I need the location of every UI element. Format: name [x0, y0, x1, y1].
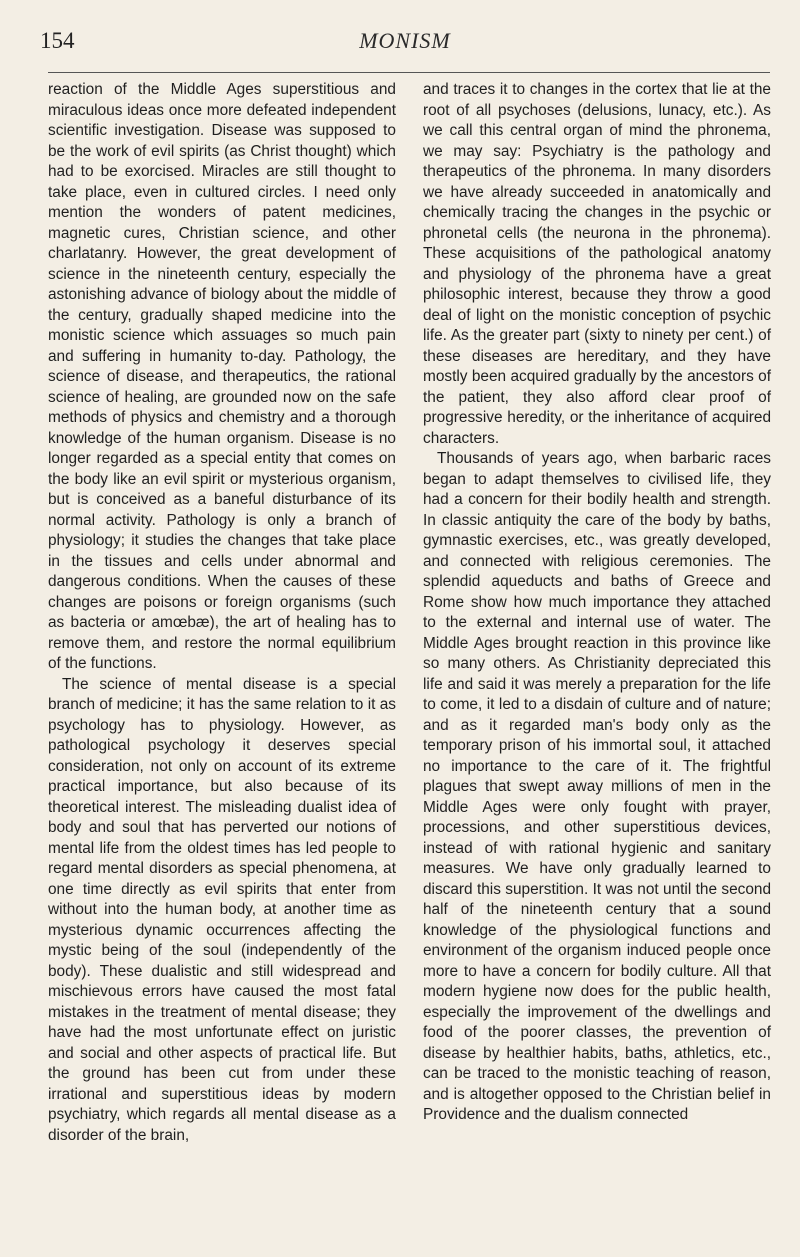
header-rule: [48, 72, 770, 73]
paragraph: Thousands of years ago, when barbaric races began to adapt themselves to civilised life, they had a concern for their bodily health and strength. In classic antiquity the care of the body by baths, gymnastic exercises, etc., was greatly developed, and connected with religious ceremonies. The splendid aqueducts and baths of Greece and Rome show how much importance they attached to the external and internal use of water. The Middle Ages brought reaction in this province like so many others. As Christianity depreciated this life and said it was merely a preparation for the life to come, it led to a disdain of culture and of nature; and as it regarded man's body only as the temporary prison of his immortal soul, it attached no importance to the care of it. The frightful plagues that swept away millions of men in the Middle Ages were only fought with prayer, processions, and other superstitious devices, instead of with rational hygienic and sanitary measures. We have only gradually learned to discard this superstition. It was not until the second half of the nineteenth century that a sound knowledge of the physiological functions and environment of the organism induced people once more to have a concern for bodily culture. All that modern hygiene now does for the public health, especially the improvement of the dwellings and food of the poorer classes, the prevention of disease by healthier habits, baths, athletics, etc., can be traced to the monistic teaching of reason, and is altogether opposed to the Christian belief in Providence and the dualism connected: [423, 450, 771, 1123]
paragraph: and traces it to changes in the cortex that lie at the root of all psychoses (delusions, lunacy, etc.). As we call this central organ of mind the phronema, we may say: Psychiatry is the pathology and therapeutics of the phronema. In many disorders we have already succeeded in anatomically and chemically tracing the changes in the psychic or phronetal cells (the neurona in the phronema). These acquisitions of the pathological anatomy and physiology of the phronema have a great philosophic interest, because they throw a good deal of light on the monistic conception of psychic life. As the greater part (sixty to ninety per cent.) of these diseases are hereditary, and they have mostly been acquired gradually by the ancestors of the patient, they also afford clear proof of progressive heredity, or the inheritance of acquired characters.: [423, 81, 771, 447]
right-column: [423, 80, 771, 1126]
left-column: [48, 80, 396, 1146]
paragraph: reaction of the Middle Ages superstitious and miraculous ideas once more defeated independent scientific investigation. Disease was supposed to be the work of evil spirits (as Christ thought) which had to be exorcised. Miracles are still thought to take place, even in cultured circles. I need only mention the wonders of patent medicines, magnetic cures, Christian science, and other charlatanry. However, the great development of science in the nineteenth century, especially the astonishing advance of biology about the middle of the century, gradually shaped medicine into the monistic science which assuages so much pain and suffering in humanity to-day. Pathology, the science of disease, and therapeutics, the rational science of healing, are grounded now on the safe methods of physics and chemistry and a thorough knowledge of the human organism. Disease is no longer regarded as a special entity that comes on the body like an evil spirit or mysterious organism, but is conceived as a baneful disturbance of its normal activity. Pathology is only a branch of physiology; it studies the changes that take place in the tissues and cells under abnormal and dangerous conditions. When the causes of these changes are poisons or foreign organisms (such as bacteria or amœbæ), the art of healing has to remove them, and restore the normal equilibrium of the functions.: [48, 81, 396, 672]
paragraph: The science of mental disease is a special branch of medicine; it has the same relation to it as psychology has to physiology. However, as pathological psychology it deserves special consideration, not only on account of its extreme practical importance, but also because of its theoretical interest. The misleading dualist idea of body and soul that has perverted our notions of mental life from the oldest times has led people to regard mental disorders as special phenomena, at one time directly as evil spirits that enter from without into the human body, at another time as mysterious dynamic occurrences affecting the mystic being of the soul (independently of the body). These dualistic and still widespread and mischievous errors have caused the most fatal mistakes in the treatment of mental disease; they have had the most unfortunate effect on juristic and social and other aspects of practical life. But the ground has been cut from under these irrational and superstitious ideas by modern psychiatry, which regards all mental disease as a disorder of the brain,: [48, 675, 396, 1144]
running-header: [40, 28, 770, 72]
page-number: 154: [40, 28, 75, 53]
running-title: MONISM: [359, 28, 451, 53]
